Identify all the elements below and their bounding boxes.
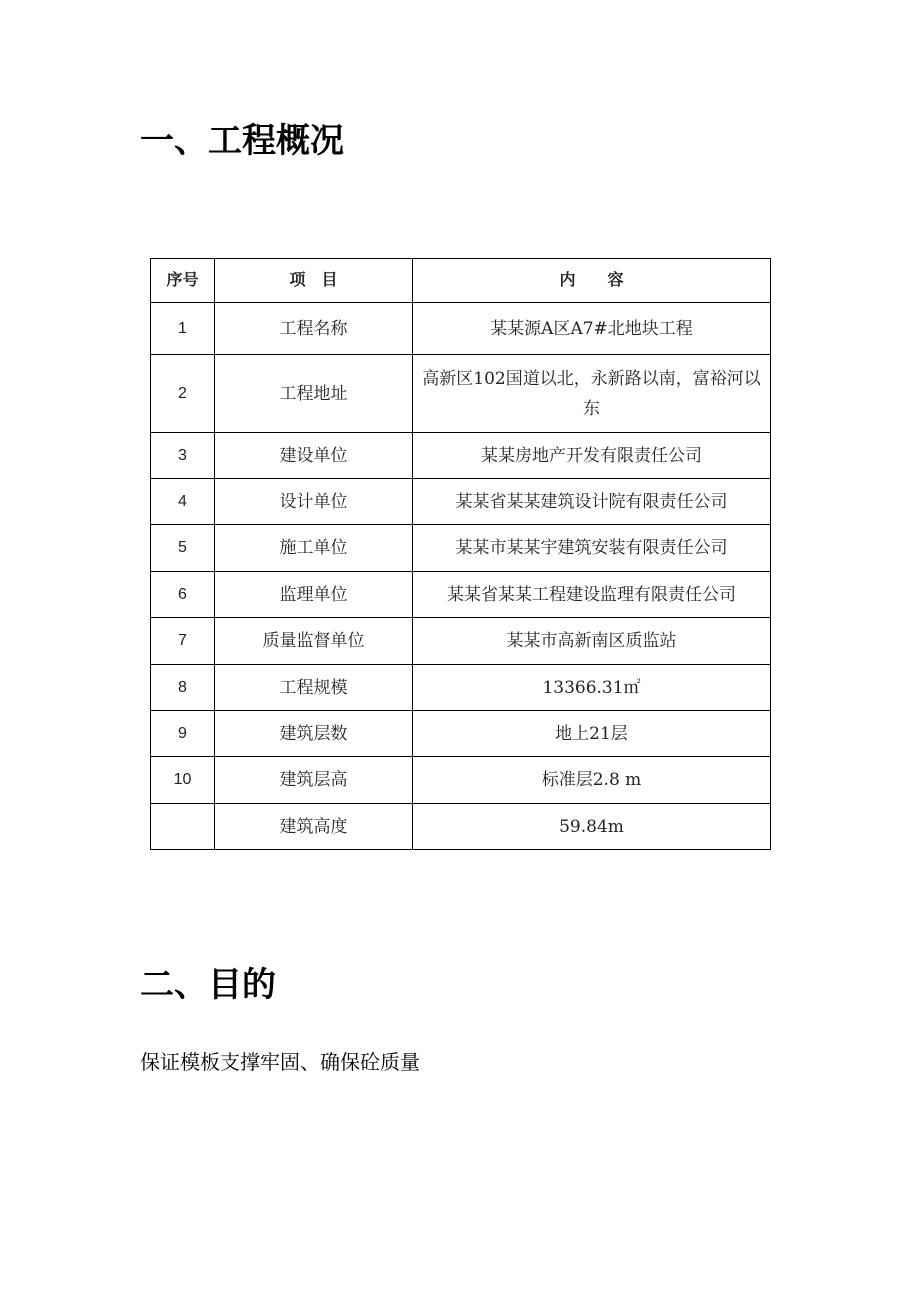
header-index: 序号 xyxy=(151,259,215,303)
header-content: 内 容 xyxy=(413,259,771,303)
table-row xyxy=(151,618,771,665)
row-value: 某某源A区A7#北地块工程 xyxy=(413,303,771,355)
section-title-purpose: 二、目的 xyxy=(140,965,276,1005)
project-overview-table xyxy=(150,258,771,850)
row-value: 13366.31㎡ xyxy=(413,665,771,711)
row-index: 9 xyxy=(151,711,215,757)
row-value: 59.84m xyxy=(413,804,771,850)
row-item: 质量监督单位 xyxy=(215,618,413,665)
row-index: 6 xyxy=(151,572,215,618)
row-index: 7 xyxy=(151,618,215,665)
table-row xyxy=(151,757,771,804)
row-value: 某某市高新南区质监站 xyxy=(413,618,771,665)
row-index: 1 xyxy=(151,303,215,355)
row-value: 地上21层 xyxy=(413,711,771,757)
table-row xyxy=(151,711,771,757)
row-item: 监理单位 xyxy=(215,572,413,618)
row-index xyxy=(151,804,215,850)
row-index: 3 xyxy=(151,433,215,479)
row-item: 工程规模 xyxy=(215,665,413,711)
row-value: 某某房地产开发有限责任公司 xyxy=(413,433,771,479)
row-item: 建设单位 xyxy=(215,433,413,479)
row-value: 某某省某某建筑设计院有限责任公司 xyxy=(413,479,771,525)
row-item: 建筑高度 xyxy=(215,804,413,850)
row-item: 施工单位 xyxy=(215,525,413,572)
row-item: 工程地址 xyxy=(215,355,413,433)
header-item: 项 目 xyxy=(215,259,413,303)
section-title-overview: 一、工程概况 xyxy=(140,121,344,161)
row-index: 4 xyxy=(151,479,215,525)
table-row xyxy=(151,804,771,850)
table-row xyxy=(151,303,771,355)
row-index: 10 xyxy=(151,757,215,804)
table-row xyxy=(151,665,771,711)
row-item: 设计单位 xyxy=(215,479,413,525)
row-item: 建筑层高 xyxy=(215,757,413,804)
table-row xyxy=(151,355,771,433)
row-value: 某某市某某宇建筑安装有限责任公司 xyxy=(413,525,771,572)
row-index: 5 xyxy=(151,525,215,572)
table-row xyxy=(151,572,771,618)
purpose-text: 保证模板支撑牢固、确保砼质量 xyxy=(140,1050,420,1074)
row-index: 2 xyxy=(151,355,215,433)
row-value: 标准层2.8 m xyxy=(413,757,771,804)
table-row xyxy=(151,525,771,572)
table-row xyxy=(151,479,771,525)
row-item: 建筑层数 xyxy=(215,711,413,757)
row-value: 某某省某某工程建设监理有限责任公司 xyxy=(413,572,771,618)
row-index: 8 xyxy=(151,665,215,711)
row-value: 高新区102国道以北，永新路以南，富裕河以东 xyxy=(413,355,771,433)
row-item: 工程名称 xyxy=(215,303,413,355)
table-row xyxy=(151,433,771,479)
table-header-row xyxy=(151,259,771,303)
